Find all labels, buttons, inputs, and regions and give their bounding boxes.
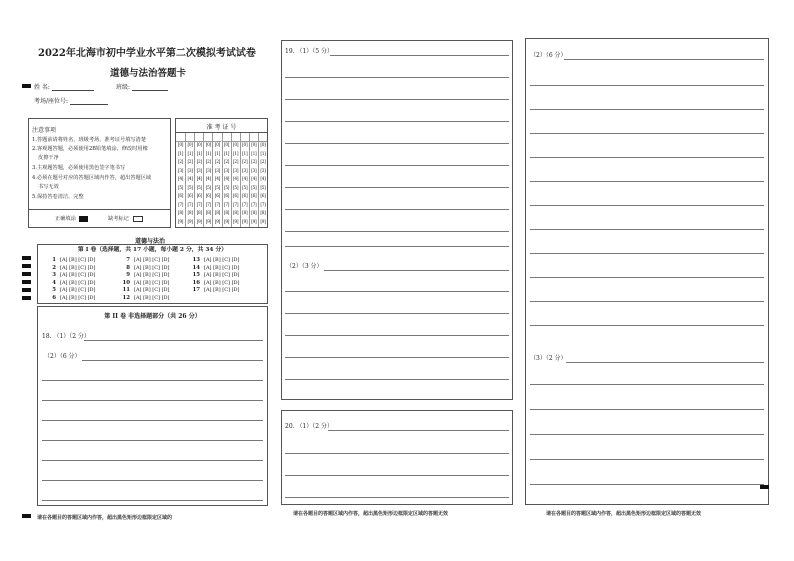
mc-option-bubbles[interactable]: [A] [B] [C] [D] [60, 287, 96, 294]
exam-id-digit-bubble[interactable]: [6] [233, 194, 239, 199]
exam-id-digit-bubble[interactable]: [6] [196, 194, 202, 199]
exam-id-digit-bubble[interactable]: [0] [187, 143, 193, 148]
exam-id-digit-bubble[interactable]: [6] [251, 194, 257, 199]
exam-id-column[interactable] [185, 133, 194, 227]
q20-2-line[interactable] [564, 59, 764, 60]
q20-3-line[interactable] [566, 362, 764, 363]
exam-id-grid[interactable] [176, 132, 267, 227]
mc-option-bubbles[interactable]: [A] [B] [C] [D] [60, 279, 96, 286]
mc-option-bubbles[interactable]: [A] [B] [C] [D] [204, 287, 240, 294]
mc-question-row[interactable] [44, 272, 96, 278]
mc-question-number: 6 [52, 295, 56, 301]
exam-id-digit-bubble[interactable]: [1] [187, 151, 193, 157]
exam-id-digit-bubble[interactable]: [1] [260, 151, 266, 157]
exam-id-digit-bubble[interactable]: [1] [177, 151, 184, 157]
exam-id-digit-bubble[interactable]: [9] [177, 219, 184, 225]
exam-id-digit-bubble[interactable]: [9] [242, 219, 248, 225]
mc-question-row[interactable] [118, 295, 170, 301]
exam-id-digit-bubble[interactable]: [5] [223, 185, 230, 191]
q18-1-label: 18. （1）（2 分） [42, 333, 90, 340]
answer-line[interactable] [42, 400, 263, 401]
mc-question-number: 8 [126, 264, 130, 271]
exam-id-digit-bubble[interactable]: [3] [214, 168, 221, 174]
answer-line[interactable] [42, 440, 263, 441]
mc-option-bubbles[interactable]: [A] [B] [C] [D] [134, 272, 170, 279]
exam-id-digit-bubble[interactable]: [2] [177, 160, 184, 165]
name-field[interactable] [34, 84, 94, 91]
mc-question-number: 14 [192, 264, 200, 271]
mc-option-bubbles[interactable]: [A] [B] [C] [D] [60, 264, 96, 271]
exam-id-digit-bubble[interactable]: [1] [196, 151, 202, 157]
exam-id-digit-bubble[interactable]: [4] [251, 177, 257, 182]
exam-id-digit-bubble[interactable]: [8] [205, 211, 211, 216]
exam-id-digit-bubble[interactable]: [8] [223, 211, 230, 216]
exam-id-digit-bubble[interactable]: [5] [251, 185, 257, 191]
answer-line[interactable] [285, 187, 509, 188]
mc-option-bubbles[interactable]: [A] [B] [C] [D] [60, 295, 96, 301]
exam-id-digit-bubble[interactable]: [2] [260, 160, 266, 165]
exam-id-digit-bubble[interactable]: [1] [251, 151, 257, 157]
mc-option-bubbles[interactable]: [A] [B] [C] [D] [204, 279, 240, 286]
mc-question-number: 9 [126, 272, 130, 279]
mc-question-number: 16 [192, 279, 200, 286]
exam-id-digit-bubble[interactable]: [0] [242, 143, 248, 148]
exam-id-digit-bubble[interactable]: [3] [251, 168, 257, 174]
exam-id-write-cell[interactable] [241, 133, 249, 142]
exam-id-digit-bubble[interactable]: [9] [196, 219, 202, 225]
mc-question-row[interactable] [188, 265, 240, 271]
mc-question-row[interactable] [44, 280, 96, 286]
q19-1-line[interactable] [330, 55, 509, 56]
mc-question-row[interactable] [118, 287, 170, 293]
exam-id-column[interactable] [258, 133, 267, 227]
q20-1-label: 20. （1）（2 分） [285, 423, 333, 430]
mc-question-number: 4 [52, 279, 56, 286]
exam-id-digit-bubble[interactable]: [6] [260, 194, 266, 199]
exam-id-digit-bubble[interactable]: [5] [260, 185, 266, 191]
notes-item: 2.客观题答题，必须使用2B铅笔填涂，修改时用橡 [32, 146, 148, 152]
exam-id-digit-bubble[interactable]: [3] [260, 168, 266, 174]
footer-middle: 请在各题目的答题区域内作答，超出黑色矩形边框限定区域的答题无效 [293, 511, 449, 517]
exam-id-digit-bubble[interactable]: [3] [242, 168, 248, 174]
exam-id-digit-bubble[interactable]: [9] [223, 219, 230, 225]
exam-id-column[interactable] [203, 133, 212, 227]
exam-id-title: 准 考 证 号 [206, 124, 237, 131]
exam-id-digit-bubble[interactable]: [2] [251, 160, 257, 165]
exam-id-digit-bubble[interactable]: [5] [214, 185, 221, 191]
answer-line[interactable] [285, 313, 509, 314]
answer-line[interactable] [530, 205, 764, 206]
exam-id-digit-bubble[interactable]: [6] [223, 194, 230, 199]
mc-option-bubbles[interactable]: [A] [B] [C] [D] [134, 287, 170, 294]
answer-line[interactable] [530, 384, 764, 385]
answer-line[interactable] [285, 475, 509, 476]
q20-box [281, 410, 513, 505]
exam-id-digit-bubble[interactable]: [6] [177, 194, 184, 199]
mc-question-number: 5 [52, 287, 56, 294]
mc-question-number: 3 [52, 272, 56, 279]
answer-line[interactable] [285, 453, 509, 454]
answer-line[interactable] [530, 253, 764, 254]
notes-item: 3.主观题答题，必须使用黑色签字笔书写 [32, 165, 126, 171]
exam-id-digit-bubble[interactable]: [7] [196, 202, 202, 208]
exam-id-digit-bubble[interactable]: [0] [205, 143, 211, 148]
mc-option-bubbles[interactable]: [A] [B] [C] [D] [60, 272, 96, 279]
q20-1-line[interactable] [328, 430, 509, 431]
footer-right: 请在各题目的答题区域内作答，超出黑色矩形边框限定区域的答题无效 [546, 511, 702, 517]
subject-heading: 道德与法治 [135, 238, 166, 245]
footer-left: 请在各题目的答题区域内作答，超出黑色矩形边框限定区域的 [37, 515, 173, 521]
exam-id-digit-bubble[interactable]: [9] [251, 219, 257, 225]
exam-id-digit-bubble[interactable]: [3] [177, 168, 184, 174]
exam-id-digit-bubble[interactable]: [7] [214, 202, 221, 208]
answer-line[interactable] [285, 209, 509, 210]
notes-item: 皮擦干净 [38, 155, 59, 161]
absent-label: 缺考标记 [108, 216, 129, 222]
exam-id-digit-bubble[interactable]: [7] [260, 202, 266, 208]
mc-question-number: 10 [122, 279, 130, 286]
exam-id-box [175, 118, 268, 228]
exam-id-digit-bubble[interactable]: [4] [177, 177, 184, 182]
q19-box [281, 40, 513, 400]
mc-option-bubbles[interactable]: [A] [B] [C] [D] [134, 295, 170, 301]
answer-line[interactable] [42, 420, 263, 421]
class-field[interactable] [116, 84, 168, 91]
mc-option-bubbles[interactable]: [A] [B] [C] [D] [204, 257, 240, 263]
answer-line[interactable] [530, 409, 764, 410]
exam-id-digit-bubble[interactable]: [2] [242, 160, 248, 165]
exam-id-digit-bubble[interactable]: [1] [233, 151, 239, 157]
exam-id-digit-bubble[interactable]: [7] [187, 202, 193, 208]
mc-question-number: 12 [122, 295, 130, 301]
answer-line[interactable] [285, 379, 509, 380]
exam-id-digit-bubble[interactable]: [8] [196, 211, 202, 216]
exam-id-column[interactable] [194, 133, 203, 227]
exam-id-digit-bubble[interactable]: [2] [223, 160, 230, 165]
answer-line[interactable] [285, 497, 509, 498]
mc-question-row[interactable] [44, 265, 96, 271]
answer-line[interactable] [530, 325, 764, 326]
exam-id-write-cell[interactable] [250, 133, 258, 142]
answer-line[interactable] [42, 380, 263, 381]
exam-id-digit-bubble[interactable]: [4] [260, 177, 266, 182]
exam-id-write-cell[interactable] [186, 133, 194, 142]
answer-line[interactable] [285, 77, 509, 78]
mc-option-bubbles[interactable]: [A] [B] [C] [D] [134, 279, 170, 286]
exam-id-write-cell[interactable] [213, 133, 221, 142]
exam-id-digit-bubble[interactable]: [4] [223, 177, 230, 182]
exam-id-digit-bubble[interactable]: [9] [187, 219, 193, 225]
exam-id-digit-bubble[interactable]: [9] [260, 219, 266, 225]
mc-question-row[interactable] [44, 257, 96, 263]
answer-line[interactable] [530, 229, 764, 230]
answer-line[interactable] [285, 357, 509, 358]
exam-id-digit-bubble[interactable]: [8] [242, 211, 248, 216]
mc-option-bubbles[interactable]: [A] [B] [C] [D] [134, 264, 170, 271]
exam-id-digit-bubble[interactable]: [5] [233, 185, 239, 191]
exam-id-digit-bubble[interactable]: [8] [177, 211, 184, 216]
answer-line[interactable] [42, 480, 263, 481]
mc-question-number: 1 [52, 257, 56, 263]
exam-id-digit-bubble[interactable]: [6] [205, 194, 211, 199]
exam-id-digit-bubble[interactable]: [0] [196, 143, 202, 148]
section1-box [37, 244, 268, 304]
answer-line[interactable] [42, 500, 263, 501]
exam-id-digit-bubble[interactable]: [3] [223, 168, 230, 174]
mc-option-bubbles[interactable]: [A] [B] [C] [D] [204, 264, 240, 271]
exam-id-digit-bubble[interactable]: [7] [233, 202, 239, 208]
answer-line[interactable] [530, 434, 764, 435]
exam-id-digit-bubble[interactable]: [7] [205, 202, 211, 208]
mc-question-row[interactable] [118, 257, 170, 263]
class-label: 班级: [116, 84, 131, 91]
exam-id-digit-bubble[interactable]: [3] [187, 168, 193, 174]
exam-id-write-cell[interactable] [176, 133, 185, 142]
exam-id-digit-bubble[interactable]: [4] [196, 177, 202, 182]
answer-line[interactable] [285, 143, 509, 144]
mc-question-number: 7 [126, 257, 130, 263]
exam-id-digit-bubble[interactable]: [5] [242, 185, 248, 191]
exam-id-digit-bubble[interactable]: [3] [233, 168, 239, 174]
correct-fill-label: 正确填涂 [55, 216, 76, 222]
notes-box [28, 118, 171, 228]
q18-2-label: （2）（6 分） [44, 353, 81, 360]
mc-option-bubbles[interactable]: [A] [B] [C] [D] [204, 272, 240, 279]
exam-id-digit-bubble[interactable]: [8] [251, 211, 257, 216]
mc-option-bubbles[interactable]: [A] [B] [C] [D] [60, 257, 96, 263]
exam-id-write-cell[interactable] [259, 133, 267, 142]
exam-id-digit-bubble[interactable]: [7] [223, 202, 230, 208]
exam-id-digit-bubble[interactable]: [6] [242, 194, 248, 199]
exam-id-digit-bubble[interactable]: [0] [260, 143, 266, 148]
sync-mark [22, 84, 31, 88]
mc-question-row[interactable] [44, 287, 96, 293]
exam-id-digit-bubble[interactable]: [1] [205, 151, 211, 157]
exam-id-digit-bubble[interactable]: [0] [251, 143, 257, 148]
exam-id-digit-bubble[interactable]: [7] [242, 202, 248, 208]
answer-line[interactable] [285, 165, 509, 166]
exam-id-column[interactable] [249, 133, 258, 227]
notes-title: 注意事项 [32, 127, 57, 134]
answer-line[interactable] [530, 109, 764, 110]
notes-item: 5.保持答卷清洁、完整 [32, 194, 84, 200]
exam-id-digit-bubble[interactable]: [6] [214, 194, 221, 199]
exam-id-digit-bubble[interactable]: [9] [205, 219, 211, 225]
exam-id-digit-bubble[interactable]: [7] [251, 202, 257, 208]
exam-id-digit-bubble[interactable]: [4] [233, 177, 239, 182]
mc-question-row[interactable] [118, 280, 170, 286]
exam-id-digit-bubble[interactable]: [4] [187, 177, 193, 182]
exam-id-digit-bubble[interactable]: [2] [187, 160, 193, 165]
exam-id-column[interactable] [212, 133, 221, 227]
exam-id-digit-bubble[interactable]: [9] [214, 219, 221, 225]
exam-id-digit-bubble[interactable]: [0] [223, 143, 230, 148]
q20-cont-box [525, 38, 769, 505]
mc-option-bubbles[interactable]: [A] [B] [C] [D] [134, 257, 170, 263]
exam-id-digit-bubble[interactable]: [5] [205, 185, 211, 191]
exam-id-digit-bubble[interactable]: [2] [214, 160, 221, 165]
exam-id-write-cell[interactable] [223, 133, 231, 142]
answer-line[interactable] [530, 459, 764, 460]
exam-id-write-cell[interactable] [195, 133, 203, 142]
answer-line[interactable] [530, 181, 764, 182]
mc-question-number: 2 [52, 264, 56, 271]
exam-id-digit-bubble[interactable]: [8] [260, 211, 266, 216]
q19-1-label: 19. （1）（5 分） [285, 48, 333, 55]
answer-line[interactable] [42, 460, 263, 461]
answer-line[interactable] [285, 231, 509, 232]
q19-2-label: （2）（3 分） [286, 263, 323, 270]
answer-line[interactable] [285, 291, 509, 292]
exam-id-write-cell[interactable] [232, 133, 240, 142]
exam-id-column[interactable] [176, 133, 185, 227]
answer-line[interactable] [530, 157, 764, 158]
answer-line[interactable] [530, 133, 764, 134]
exam-id-digit-bubble[interactable]: [2] [205, 160, 211, 165]
exam-id-digit-bubble[interactable]: [4] [214, 177, 221, 182]
notes-item: 书写无效 [38, 184, 59, 190]
exam-id-digit-bubble[interactable]: [3] [205, 168, 211, 174]
notes-item: 4.必须在题号对应的答题区域内作答，超出答题区域 [32, 175, 152, 181]
q19-2-line[interactable] [324, 270, 509, 271]
section2-title: 第 II 卷 非选择题部分（共 26 分） [104, 313, 201, 320]
exam-id-digit-bubble[interactable]: [3] [196, 168, 202, 174]
seat-field[interactable] [34, 98, 108, 105]
exam-id-digit-bubble[interactable]: [1] [242, 151, 248, 157]
answer-line[interactable] [530, 277, 764, 278]
exam-id-digit-bubble[interactable]: [5] [196, 185, 202, 191]
answer-line[interactable] [285, 121, 509, 122]
mc-question-number: 11 [122, 287, 130, 294]
mc-question-row[interactable] [188, 272, 240, 278]
exam-id-column[interactable] [231, 133, 240, 227]
exam-id-digit-bubble[interactable]: [8] [214, 211, 221, 216]
mc-question-row[interactable] [118, 265, 170, 271]
exam-id-digit-bubble[interactable]: [0] [214, 143, 221, 148]
mc-question-row[interactable] [188, 257, 240, 263]
q18-2-line[interactable] [82, 360, 263, 361]
exam-id-digit-bubble[interactable]: [2] [196, 160, 202, 165]
section2-box [37, 306, 268, 506]
exam-id-digit-bubble[interactable]: [0] [177, 143, 184, 148]
section1-title: 第 I 卷（选择题，共 17 小题，每小题 2 分，共 34 分） [77, 247, 228, 253]
notes-item: 1.答题前请将姓名、班级考场、准考证号填写清楚 [32, 137, 146, 143]
mc-question-row[interactable] [44, 295, 96, 301]
sheet-subtitle: 道德与法治答题卡 [110, 68, 187, 79]
answer-line[interactable] [530, 301, 764, 302]
sheet-title: 2022年北海市初中学业水平第二次模拟考试试卷 [38, 48, 256, 59]
answer-line[interactable] [530, 484, 764, 485]
exam-id-digit-bubble[interactable]: [5] [177, 185, 184, 191]
absent-checkbox[interactable] [133, 216, 143, 222]
exam-id-digit-bubble[interactable]: [4] [205, 177, 211, 182]
exam-id-digit-bubble[interactable]: [1] [223, 151, 230, 157]
mc-question-number: 17 [192, 287, 200, 294]
answer-line[interactable] [285, 99, 509, 100]
answer-line[interactable] [530, 85, 764, 86]
answer-line[interactable] [285, 335, 509, 336]
exam-id-column[interactable] [240, 133, 249, 227]
exam-id-digit-bubble[interactable]: [8] [187, 211, 193, 216]
seat-label: 考场/座位号: [34, 98, 69, 105]
exam-id-digit-bubble[interactable]: [2] [233, 160, 239, 165]
exam-id-digit-bubble[interactable]: [9] [233, 219, 239, 225]
correct-fill-sample [79, 216, 88, 222]
exam-id-digit-bubble[interactable]: [5] [187, 185, 193, 191]
name-label: 姓 名: [34, 84, 50, 91]
mc-question-row[interactable] [118, 272, 170, 278]
mc-question-row[interactable] [188, 280, 240, 286]
exam-id-digit-bubble[interactable]: [7] [177, 202, 184, 208]
q18-1-line[interactable] [84, 340, 263, 341]
mc-question-row[interactable] [188, 287, 240, 293]
mc-question-number: 15 [192, 272, 200, 279]
exam-id-write-cell[interactable] [204, 133, 212, 142]
exam-id-digit-bubble[interactable]: [8] [233, 211, 239, 216]
exam-id-digit-bubble[interactable]: [1] [214, 151, 221, 157]
exam-id-digit-bubble[interactable]: [0] [233, 143, 239, 148]
exam-id-digit-bubble[interactable]: [4] [242, 177, 248, 182]
exam-id-digit-bubble[interactable]: [6] [187, 194, 193, 199]
q20-3-label: （3）（2 分） [530, 355, 567, 362]
mc-question-number: 13 [192, 257, 200, 263]
q20-2-label: （2）（6 分） [530, 52, 567, 59]
answer-line[interactable] [285, 246, 509, 247]
exam-id-column[interactable] [222, 133, 231, 227]
